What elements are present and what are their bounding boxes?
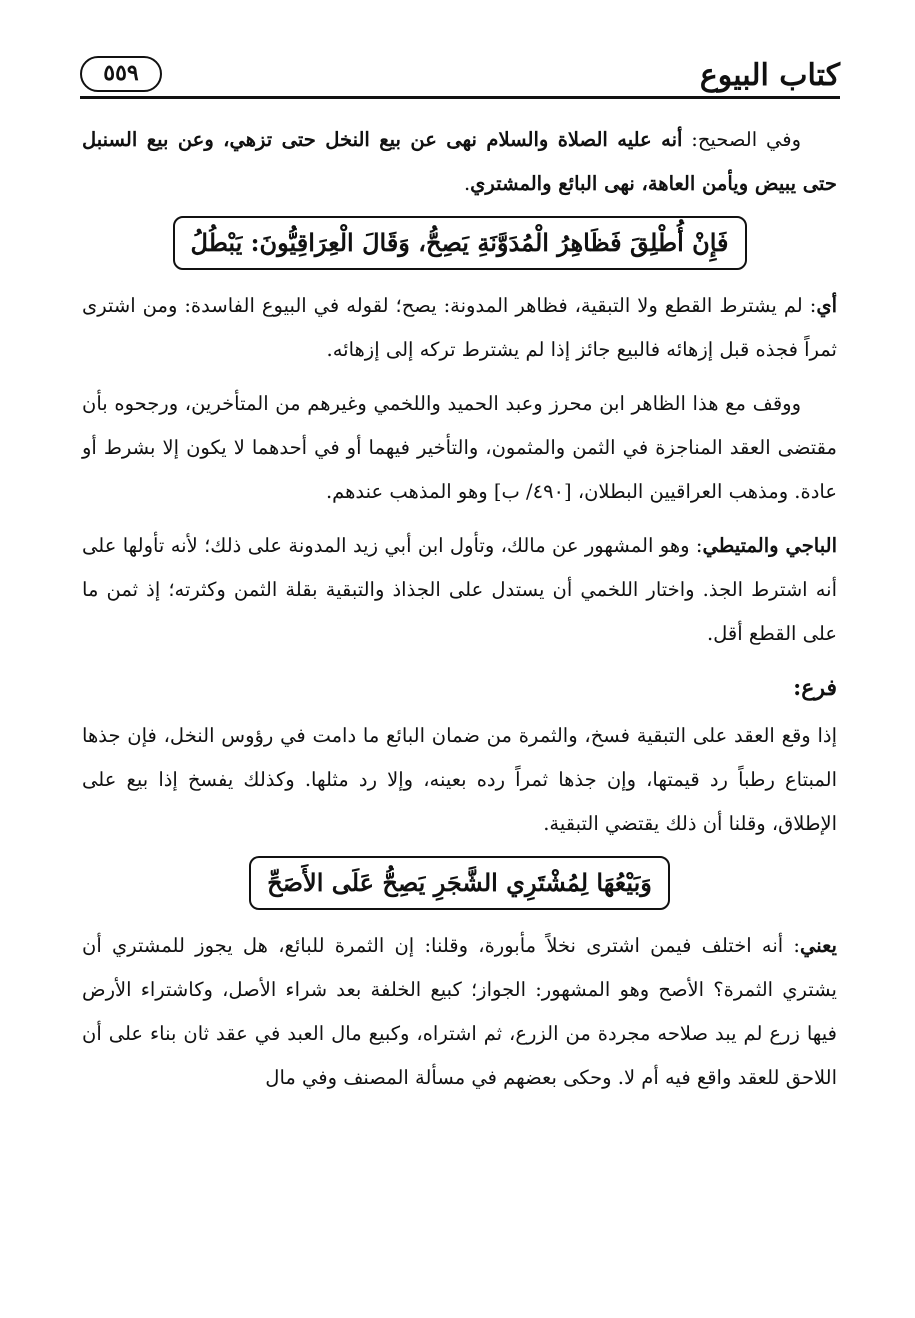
matn-box-2: وَبَيْعُهَا لِمُشْتَرِي الشَّجَرِ يَصِحُّ عَلَى الأَصَحِّ	[249, 856, 670, 910]
paragraph-far: إذا وقع العقد على التبقية فسخ، والثمرة من ضمان البائع ما دامت في رؤوس النخل، فإن جذها المبتاع رطباً رد قيمتها، وإن جذها ثمراً رده بعينه، وإلا رد مثلها. وكذلك يفسخ إذا بيع على الإطلاق، وقلنا أن ذلك يقتضي التبقية.	[82, 724, 837, 835]
matn-box-1: فَإِنْ أُطْلِقَ فَظَاهِرُ الْمُدَوَّنَةِ يَصِحُّ، وَقَالَ الْعِرَاقِيُّونَ: يَبْطُلُ	[173, 216, 747, 270]
commentary-text: : أنه اختلف فيمن اشترى نخلاً مأبورة، وقلنا: إن الثمرة للبائع، هل يجوز للمشتري أن يشتري الثمرة؟ الأصح وهو المشهور: الجواز؛ كبيع الخلفة بعد شراء الأصل، وكاشتراء الأرض فيها زرع لم يبد صلاحه مجردة من الزرع، ثم اشتراه، وكبيع مال العبد في عقد ثان بناء على أن اللاحق للعقد واقع فيه أم لا. وحكى بعضهم في مسألة المصنف وفي مال	[82, 934, 837, 1089]
running-title: كتاب البيوع	[699, 58, 840, 93]
page-header	[80, 52, 840, 104]
paragraph-sahih	[82, 118, 837, 206]
paragraph-end: .	[463, 172, 471, 195]
header-rule	[80, 96, 840, 99]
hadith-quote: أنه عليه الصلاة والسلام نهى عن بيع النخل حتى تزهي، وعن بيع السنبل حتى يبيض ويأمن العاهة، نهى البائع والمشتري	[82, 128, 837, 195]
paragraph-commentary-2: ووقف مع هذا الظاهر ابن محرز وعبد الحميد واللخمي وغيرهم من المتأخرين، ورجحوه بأن مقتضى العقد المناجزة في الثمن والمثمون، والتأخير فيهما أو في أحدهما لا يكون إلا بشرط أو عادة. ومذهب العراقيين البطلان، [٤٩٠/ ب] وهو المذهب عندهم.	[82, 392, 837, 503]
commentary-lead: أي	[816, 294, 837, 317]
commentary-lead: يعني	[800, 934, 837, 957]
paragraph-commentary-3	[82, 524, 837, 656]
commentary-text: : لم يشترط القطع ولا التبقية، فظاهر المدونة: يصح؛ لقوله في البيوع الفاسدة: ومن اشترى ثمراً فجذه قبل إزهائه فالبيع جائز إذا لم يشترط تركه إلى إزهائه.	[82, 294, 837, 361]
far-heading: فرع:	[793, 675, 837, 701]
page-number: ٥٥٩	[80, 56, 162, 92]
paragraph-commentary-1	[82, 284, 837, 372]
commentary-text: : وهو المشهور عن مالك، وتأول ابن أبي زيد المدونة على ذلك؛ لأنه تأولها على أنه اشترط الجذ. واختار اللخمي أن يستدل على الجذاذ والتبقية بقلة الثمن وكثرته؛ إذ ثمن ما على القطع أقل.	[82, 534, 837, 645]
commentary-lead: الباجي والمتيطي	[702, 534, 837, 557]
paragraph-commentary-4	[82, 924, 837, 1100]
page-body	[82, 118, 837, 1110]
paragraph-lead: وفي الصحيح:	[682, 128, 801, 151]
